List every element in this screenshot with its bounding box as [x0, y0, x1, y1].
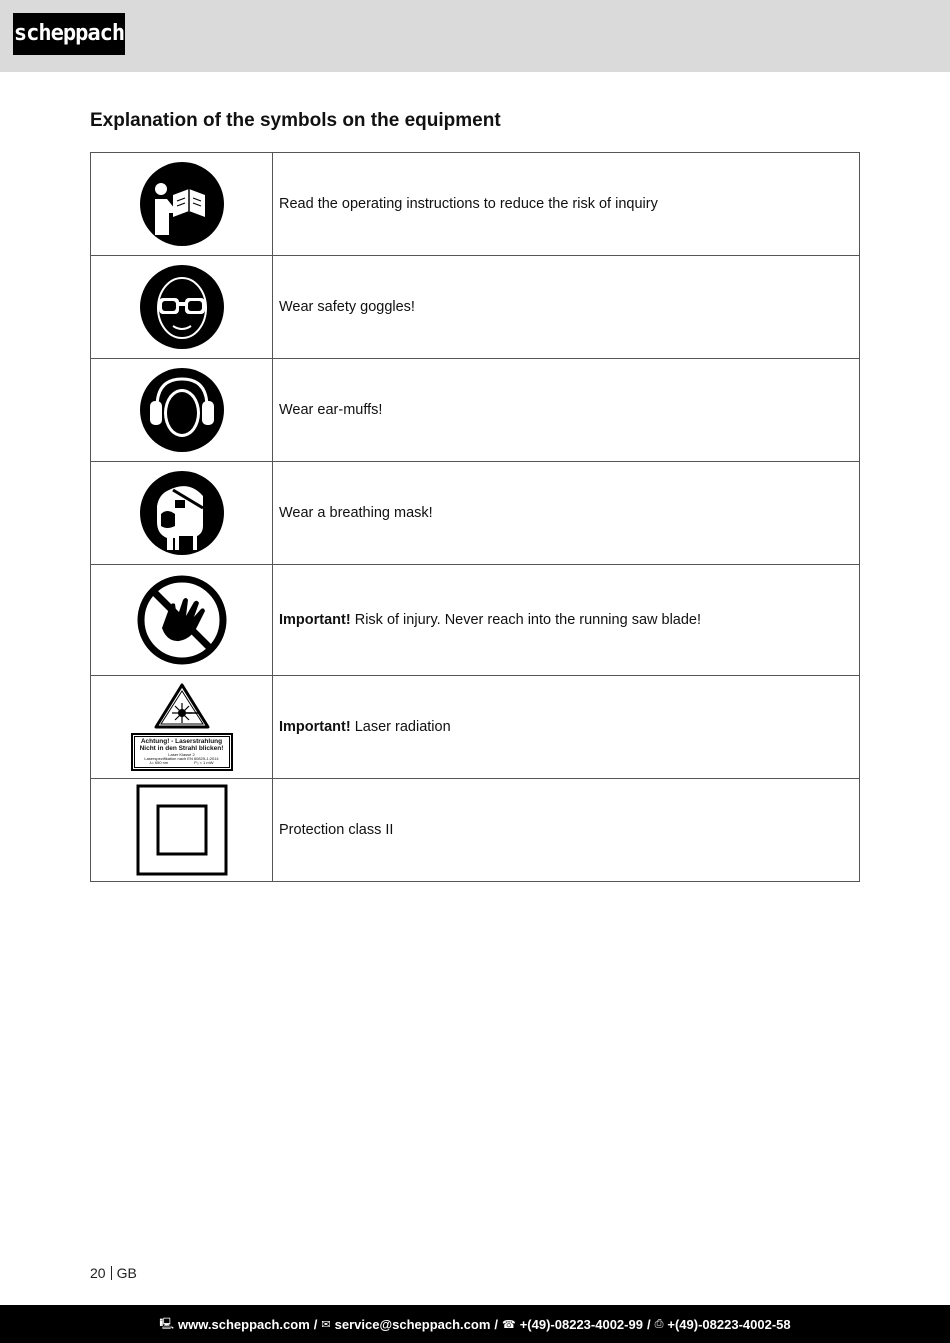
symbol-description [273, 256, 860, 359]
table-row [91, 779, 860, 882]
phone-icon: ☎ [502, 1318, 516, 1331]
page-header [0, 0, 950, 72]
emphasis-text: Important! [279, 719, 351, 735]
separator: / [646, 1316, 651, 1332]
description-text: Laser radiation [350, 719, 451, 735]
separator: / [494, 1316, 499, 1332]
table-row [91, 676, 860, 779]
description-text: Read the operating instructions to reduce the risk of inquiry [279, 196, 658, 212]
laser-label-line: Achtung! - Laserstrahlung [140, 738, 223, 746]
laser-warning-icon [91, 683, 272, 729]
symbol-description [273, 565, 860, 676]
phone-number: +(49)-08223-4002-99 [519, 1316, 643, 1332]
page-number-value: 20 [90, 1265, 106, 1281]
description-text: Wear a breathing mask! [279, 505, 433, 521]
description-text: Wear safety goggles! [279, 299, 415, 315]
computer-icon: 🖳 [159, 1317, 175, 1330]
symbols-table [90, 152, 860, 882]
fax-icon: ⎙ [654, 1317, 664, 1330]
icon-cell [91, 462, 273, 565]
laser-power: P₀ < 1 mW [194, 760, 214, 766]
laser-wavelength: λ= 650 nm [149, 760, 169, 766]
email-link[interactable]: service@scheppach.com [334, 1316, 491, 1332]
icon-cell [91, 256, 273, 359]
table-row [91, 359, 860, 462]
emphasis-text: Important! [279, 612, 351, 628]
laser-label-line: Laserspezifikation nach EN 60825-1:2014 [144, 755, 219, 761]
description-text: Protection class II [279, 822, 394, 838]
read-manual-icon [91, 161, 272, 247]
table-row [91, 565, 860, 676]
page-title: Explanation of the symbols on the equipment [90, 110, 501, 131]
page-number [90, 1265, 137, 1281]
ear-muffs-icon [91, 367, 272, 453]
no-hand-icon [91, 574, 272, 666]
breathing-mask-icon [91, 470, 272, 556]
icon-cell [91, 153, 273, 256]
icon-cell [91, 779, 273, 882]
symbol-description [273, 462, 860, 565]
website-link[interactable]: www.scheppach.com [178, 1316, 310, 1332]
protection-class-ii-icon [91, 784, 272, 876]
description-text: Wear ear-muffs! [279, 402, 383, 418]
laser-label [131, 733, 233, 770]
table-row [91, 462, 860, 565]
contact-footer [0, 1305, 950, 1343]
separator: / [313, 1316, 318, 1332]
laser-label-line [137, 761, 227, 765]
language-code: GB [116, 1265, 137, 1281]
laser-label-line: Nicht in den Strahl blicken! [139, 745, 224, 753]
icon-cell [91, 565, 273, 676]
divider [111, 1266, 112, 1280]
description-text: Risk of injury. Never reach into the running saw blade! [350, 612, 702, 628]
symbol-description [273, 359, 860, 462]
laser-label-line: Laser Klasse 2 [168, 751, 195, 757]
table-row [91, 153, 860, 256]
email-icon: ✉ [321, 1318, 331, 1331]
scheppach-logo: scheppach [13, 13, 125, 55]
symbol-description [273, 153, 860, 256]
symbol-description [273, 779, 860, 882]
icon-cell [91, 676, 273, 779]
table-row [91, 256, 860, 359]
safety-goggles-icon [91, 264, 272, 350]
icon-cell [91, 359, 273, 462]
symbol-description [273, 676, 860, 779]
fax-number: +(49)-08223-4002-58 [667, 1316, 791, 1332]
